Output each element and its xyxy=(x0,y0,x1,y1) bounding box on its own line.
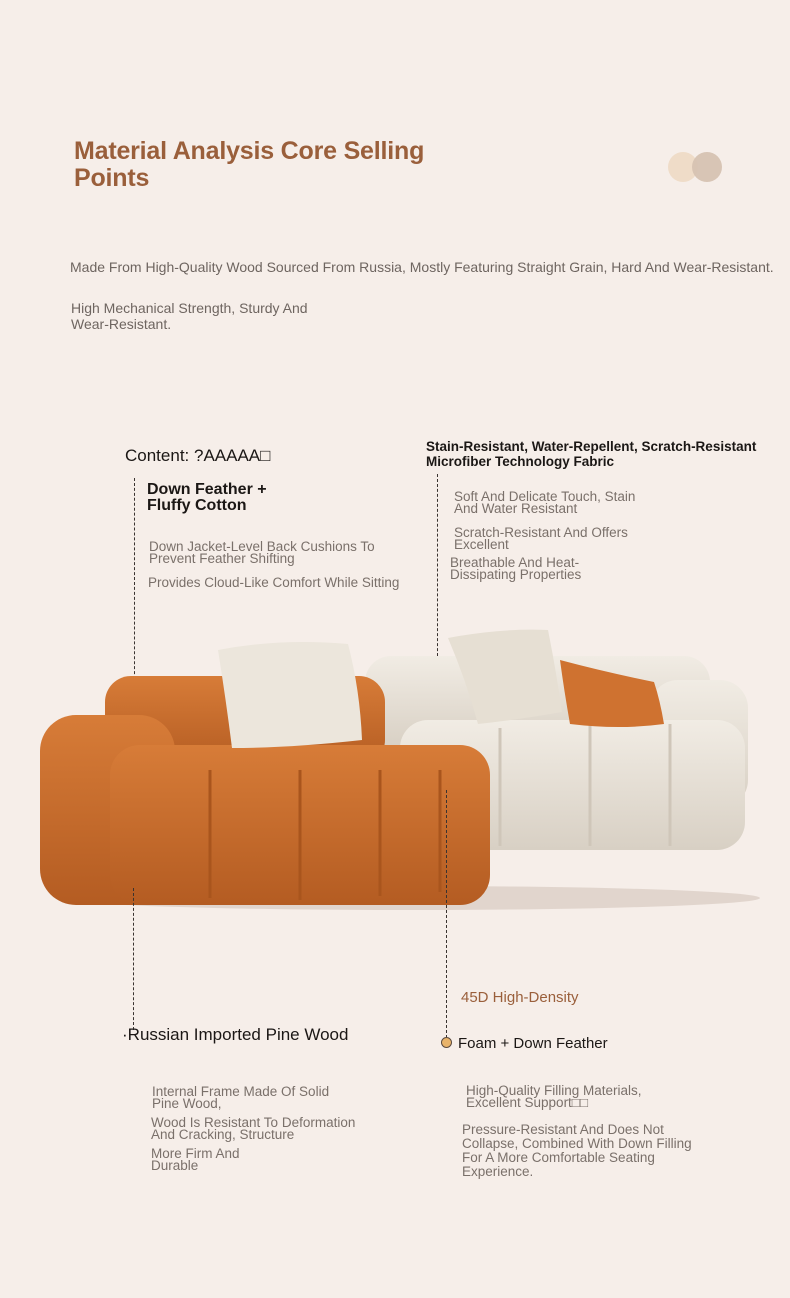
foam-leader-line xyxy=(446,790,447,1038)
frame-point-3: More Firm And Durable xyxy=(151,1146,240,1173)
frame-heading: ·Russian Imported Pine Wood xyxy=(122,1025,349,1044)
cushion-point-2: Provides Cloud-Like Comfort While Sitting xyxy=(148,575,400,590)
cushion-content-label: Content: ?AAAAA□ xyxy=(125,446,271,465)
cushion-point-1: Down Jacket-Level Back Cushions To Prevent Feather Shifting xyxy=(149,539,375,566)
intro-line-2: High Mechanical Strength, Sturdy And Wear-Resistant. xyxy=(71,300,308,332)
foam-point-2: Pressure-Resistant And Does Not Collapse, Combined With Down Filling For A More Comfortable Seating Experience. xyxy=(462,1122,692,1179)
fabric-point-1: Soft And Delicate Touch, Stain And Water Resistant xyxy=(454,489,636,516)
foam-point-1: High-Quality Filling Materials, Excellent Support□□ xyxy=(466,1083,642,1110)
cushion-heading: Down Feather + Fluffy Cotton xyxy=(147,481,267,514)
frame-point-2: Wood Is Resistant To Deformation And Cracking, Structure xyxy=(151,1115,356,1142)
intro-line-1: Made From High-Quality Wood Sourced From Russia, Mostly Featuring Straight Grain, Hard And Wear-Resistant. xyxy=(70,259,774,275)
decor-circle-dark xyxy=(692,152,722,182)
foam-density-label: 45D High-Density xyxy=(461,989,579,1006)
foam-heading: Foam + Down Feather xyxy=(458,1035,608,1052)
page-title: Material Analysis Core Selling Points xyxy=(74,137,425,192)
fabric-point-3: Breathable And Heat-Dissipating Properties xyxy=(450,555,582,582)
frame-leader-line xyxy=(133,888,134,1030)
frame-point-1: Internal Frame Made Of Solid Pine Wood, xyxy=(152,1084,330,1111)
fabric-heading: Stain-Resistant, Water-Repellent, Scratch-Resistant Microfiber Technology Fabric xyxy=(426,439,757,469)
fabric-point-2: Scratch-Resistant And Offers Excellent xyxy=(454,525,628,552)
foam-marker-dot xyxy=(441,1037,452,1048)
sofa-image xyxy=(30,620,760,920)
